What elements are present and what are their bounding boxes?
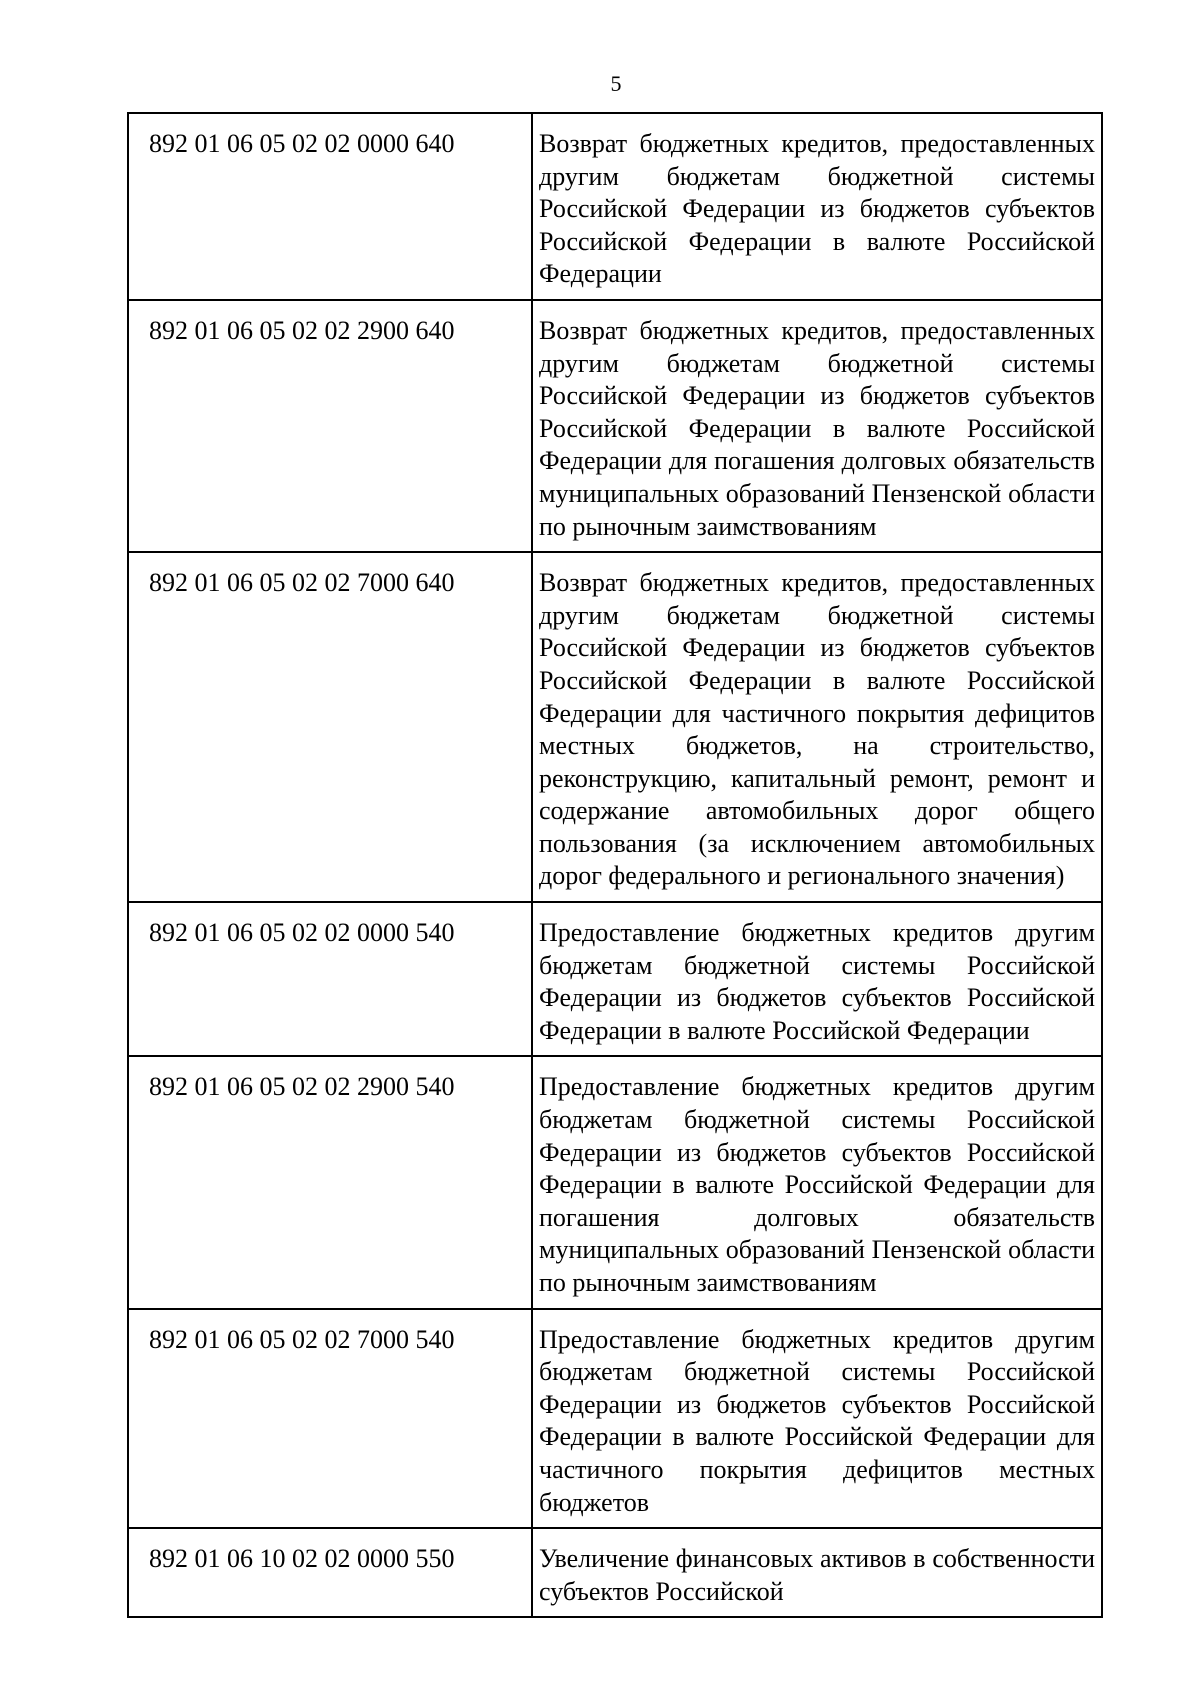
- budget-code-cell: 892 01 06 05 02 02 7000 540: [128, 1309, 532, 1529]
- description-cell: Возврат бюджетных кредитов, предоставленных другим бюджетам бюджетной системы Российской Федерации из бюджетов субъектов Российской Федерации в валюте Российской Федерации для частичного покрытия дефицитов местных бюджетов, на строительство, реконструкцию, капитальный ремонт, ремонт и содержание автомобильных дорог общего пользования (за исключением автомобильных дорог федерального и регионального значения): [532, 552, 1102, 902]
- description-cell: Возврат бюджетных кредитов, предоставленных другим бюджетам бюджетной системы Российской Федерации из бюджетов субъектов Российской Федерации в валюте Российской Федерации для погашения долговых обязательств муниципальных образований Пензенской области по рыночным заимствованиям: [532, 300, 1102, 552]
- table-row: [128, 552, 1102, 902]
- table-row: [128, 1056, 1102, 1308]
- budget-code-cell: 892 01 06 05 02 02 2900 540: [128, 1056, 532, 1308]
- budget-code-cell: 892 01 06 05 02 02 7000 640: [128, 552, 532, 902]
- table-row: [128, 902, 1102, 1056]
- description-cell: Возврат бюджетных кредитов, предоставленных другим бюджетам бюджетной системы Российской Федерации из бюджетов субъектов Российской Федерации в валюте Российской Федерации: [532, 113, 1102, 300]
- page-number: 5: [610, 71, 622, 96]
- description-cell: Увеличение финансовых активов в собственности субъектов Российской: [532, 1528, 1102, 1617]
- table-row: [128, 1309, 1102, 1529]
- table-row: [128, 113, 1102, 300]
- budget-code-table: [127, 112, 1103, 1618]
- budget-code-cell: 892 01 06 05 02 02 0000 640: [128, 113, 532, 300]
- table-row: [128, 300, 1102, 552]
- description-cell: Предоставление бюджетных кредитов другим бюджетам бюджетной системы Российской Федерации из бюджетов субъектов Российской Федерации в валюте Российской Федерации для частичного покрытия дефицитов местных бюджетов: [532, 1309, 1102, 1529]
- budget-code-cell: 892 01 06 10 02 02 0000 550: [128, 1528, 532, 1617]
- description-cell: Предоставление бюджетных кредитов другим бюджетам бюджетной системы Российской Федерации из бюджетов субъектов Российской Федерации в валюте Российской Федерации для погашения долговых обязательств муниципальных образований Пензенской области по рыночным заимствованиям: [532, 1056, 1102, 1308]
- budget-code-cell: 892 01 06 05 02 02 0000 540: [128, 902, 532, 1056]
- table-row: [128, 1528, 1102, 1617]
- description-cell: Предоставление бюджетных кредитов другим бюджетам бюджетной системы Российской Федерации из бюджетов субъектов Российской Федерации в валюте Российской Федерации: [532, 902, 1102, 1056]
- budget-code-cell: 892 01 06 05 02 02 2900 640: [128, 300, 532, 552]
